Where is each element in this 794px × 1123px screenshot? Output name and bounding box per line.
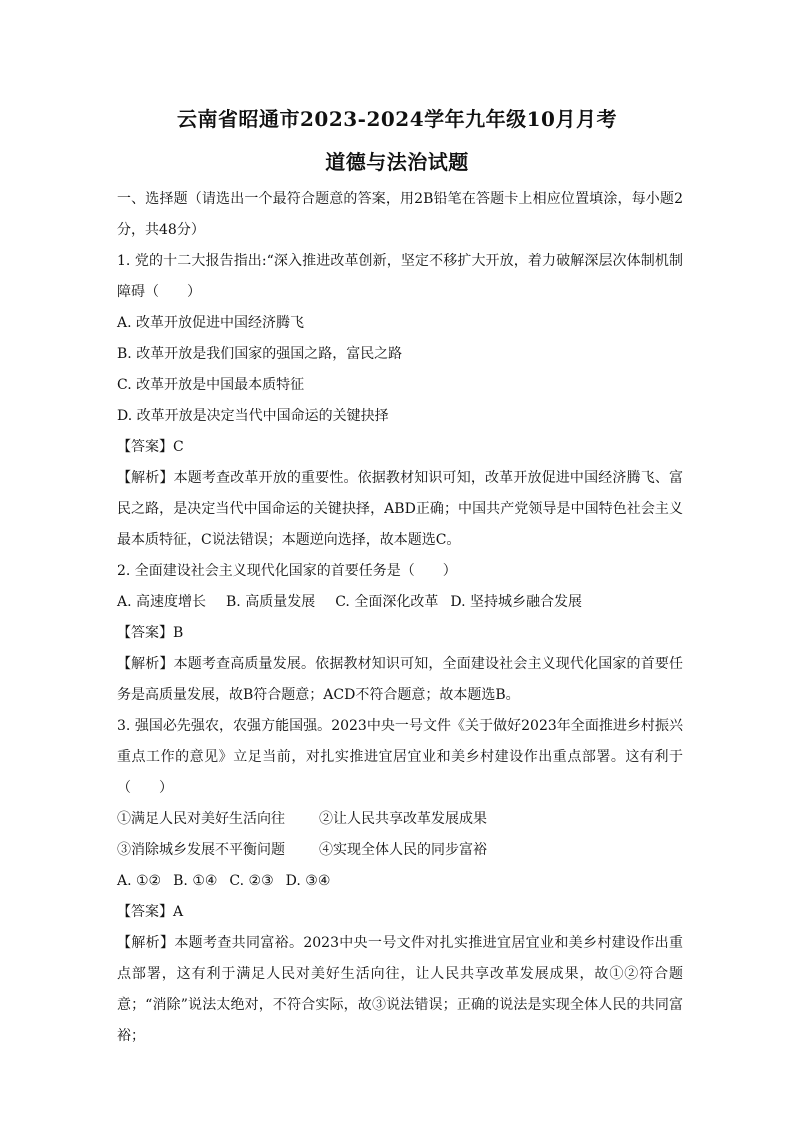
question-2-stem: 2. 全面建设社会主义现代化国家的首要任务是（ ） [117,563,457,579]
exam-title: 云南省昭通市2023-2024学年九年级10月月考 [177,107,617,131]
question-3-stem: 3. 强国必先强农，农强方能国强。2023中央一号文件《关于做好2023年全面推进乡村振兴重点工作的意见》立足当前，对扎实推进宜居宜业和美乡村建设作出重点部署。这有利于（ ） [117,718,683,796]
question-1-stem: 1. 党的十二大报告指出:“深入推进改革创新，坚定不移扩大开放，着力破解深层次体制机制障碍（ ） [117,253,683,300]
exam-body [117,184,683,1052]
question-2-options [117,587,683,618]
question-3-item-3: ③消除城乡发展不平衡问题 [117,842,285,858]
analysis-label: 【解析】 [117,470,174,486]
question-1-analysis [117,463,683,556]
question-2-option-c: C. 全面深化改革 [335,594,439,610]
question-2-option-b: B. 高质量发展 [226,594,316,610]
question-3-items-row-2 [117,835,683,866]
question-3-options [117,866,683,897]
analysis-label: 【解析】 [117,935,175,951]
question-1-option-a: A. 改革开放促进中国经济腾飞 [117,315,305,331]
question-3-item-1: ①满足人民对美好生活向往 [117,811,285,827]
question-3-items-row-1 [117,804,683,835]
question-1-answer: 【答案】C [117,439,184,455]
question-3-option-c: C. ②③ [229,873,274,889]
analysis-text: 本题考查高质量发展。依据教材知识可知，全面建设社会主义现代化国家的首要任务是高质量发展，故B符合题意；ACD不符合题意；故本题选B。 [117,656,684,703]
question-2-option-a: A. 高速度增长 [117,594,207,610]
section-heading: 一、选择题（请选出一个最符合题意的答案，用2B铅笔在答题卡上相应位置填涂，每小题2分，共48分） [117,191,683,238]
question-1-option-b: B. 改革开放是我们国家的强国之路，富民之路 [117,346,403,362]
analysis-text: 本题考查改革开放的重要性。依据教材知识可知，改革开放促进中国经济腾飞、富民之路，是决定当代中国命运的关键抉择，ABD正确；中国共产党领导是中国特色社会主义最本质特征，C说法错误；本题逆向选择，故本题选C。 [117,470,684,548]
question-2-answer: 【答案】B [117,625,184,641]
question-3-answer: 【答案】A [117,904,184,920]
question-3-item-2: ②让人民共享改革发展成果 [319,811,487,827]
question-3-option-b: B. ①④ [173,873,218,889]
analysis-text: 本题考查共同富裕。2023中央一号文件对扎实推进宜居宜业和美乡村建设作出重点部署，这有利于满足人民对美好生活向往，让人民共享改革发展成果，故①②符合题意；“消除”说法太绝对，不符合实际，故③说法错误；正确的说法是实现全体人民的共同富裕； [117,935,683,1044]
question-3-item-4: ④实现全体人民的同步富裕 [319,842,487,858]
question-3-option-d: D. ③④ [285,873,331,889]
question-1-option-d: D. 改革开放是决定当代中国命运的关键抉择 [117,408,389,424]
exam-subtitle: 道德与法治试题 [325,150,469,174]
question-3-option-a: A. ①② [117,873,162,889]
question-2-option-d: D. 坚持城乡融合发展 [450,594,582,610]
analysis-label: 【解析】 [117,656,174,672]
question-1-option-c: C. 改革开放是中国最本质特征 [117,377,305,393]
question-2-analysis [117,649,683,711]
question-3-analysis [117,928,683,1052]
